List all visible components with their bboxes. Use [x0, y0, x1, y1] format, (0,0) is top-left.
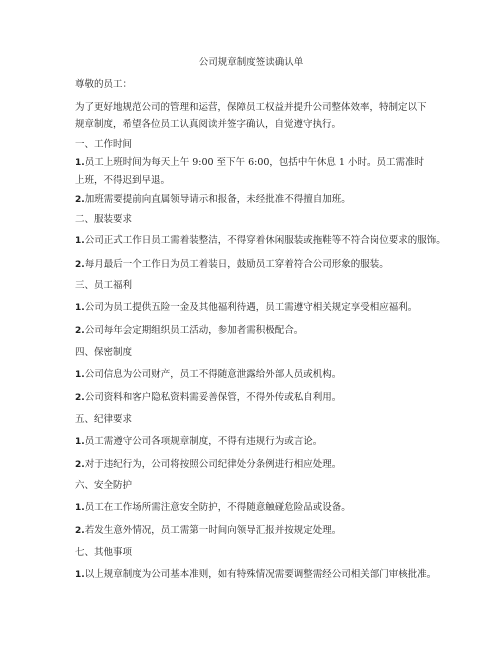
item-text: 若发生意外情况，员工需第一时间向领导汇报并按规定处理。: [84, 525, 342, 536]
item-text: 员工在工作场所需注意安全防护，不得随意触碰危险品或设备。: [84, 502, 351, 513]
item-text: 每月最后一个工作日为员工着装日，鼓励员工穿着符合公司形象的服装。: [84, 259, 389, 270]
section-heading: 五、纪律要求: [75, 414, 133, 425]
item-text: 员工上班时间为每天上午 9:00 至下午 6:00，包括中午休息 1 小时。员工需准时上班，不得迟到早退。: [75, 157, 424, 186]
section-item: [75, 299, 425, 317]
section-heading: 七、其他事项: [75, 547, 133, 558]
section-item: [75, 191, 425, 209]
item-number: 2.: [75, 526, 85, 536]
item-number: 1.: [75, 437, 85, 447]
item-text: 公司为员工提供五险一金及其他福利待遇，员工需遵守相关规定享受相应福利。: [84, 302, 418, 313]
section-heading: 三、员工福利: [75, 280, 133, 291]
item-text: 公司每年会定期组织员工活动，参加者需积极配合。: [84, 325, 304, 336]
section-item: [75, 522, 425, 540]
section-heading: 一、工作时间: [75, 139, 133, 150]
section-item: [75, 256, 425, 274]
section-item: [75, 389, 425, 407]
item-number: 1.: [75, 303, 85, 313]
item-text: 加班需要提前向直属领导请示和报备，未经批准不得擅自加班。: [84, 194, 351, 205]
item-text: 对于违纪行为，公司将按照公司纪律处分条例进行相应处理。: [84, 459, 342, 470]
item-number: 1.: [75, 236, 85, 246]
document-title: 公司规章制度签读确认单: [198, 57, 304, 68]
section-item: [75, 566, 437, 584]
item-text: 公司资料和客户隐私资料需妥善保管，不得外传或私自利用。: [84, 392, 342, 403]
item-number: 1.: [75, 570, 85, 580]
item-number: 1.: [75, 158, 85, 168]
section-item: [75, 499, 425, 517]
item-text: 以上规章制度为公司基本准则，如有特殊情况需要调整需经公司相关部门审核批准。: [84, 569, 437, 580]
greeting: 尊敬的员工：: [75, 79, 133, 90]
intro-paragraph: 为了更好地规范公司的管理和运营，保障员工权益并提升公司整体效率，特制定以下规章制度，希望各位员工认真阅读并签字确认，自觉遵守执行。: [75, 102, 427, 130]
item-number: 2.: [75, 195, 85, 205]
item-number: 2.: [75, 260, 85, 270]
item-number: 1.: [75, 370, 85, 380]
item-number: 1.: [75, 503, 85, 513]
item-text: 公司正式工作日员工需着装整洁，不得穿着休闲服装或拖鞋等不符合岗位要求的服饰。: [84, 235, 446, 246]
item-text: 员工需遵守公司各项规章制度，不得有违规行为或言论。: [84, 436, 323, 447]
section-heading: 二、服装要求: [75, 214, 133, 225]
item-number: 2.: [75, 460, 85, 470]
section-item: [75, 154, 430, 189]
item-number: 2.: [75, 393, 85, 403]
section-heading: 四、保密制度: [75, 347, 133, 358]
section-heading: 六、安全防护: [75, 480, 133, 491]
section-item: [75, 366, 425, 384]
section-item: [75, 433, 425, 451]
item-number: 2.: [75, 326, 85, 336]
section-item: [75, 322, 425, 340]
section-item: [75, 232, 446, 250]
item-text: 公司信息为公司财产，员工不得随意泄露给外部人员或机构。: [84, 369, 342, 380]
section-item: [75, 456, 425, 474]
